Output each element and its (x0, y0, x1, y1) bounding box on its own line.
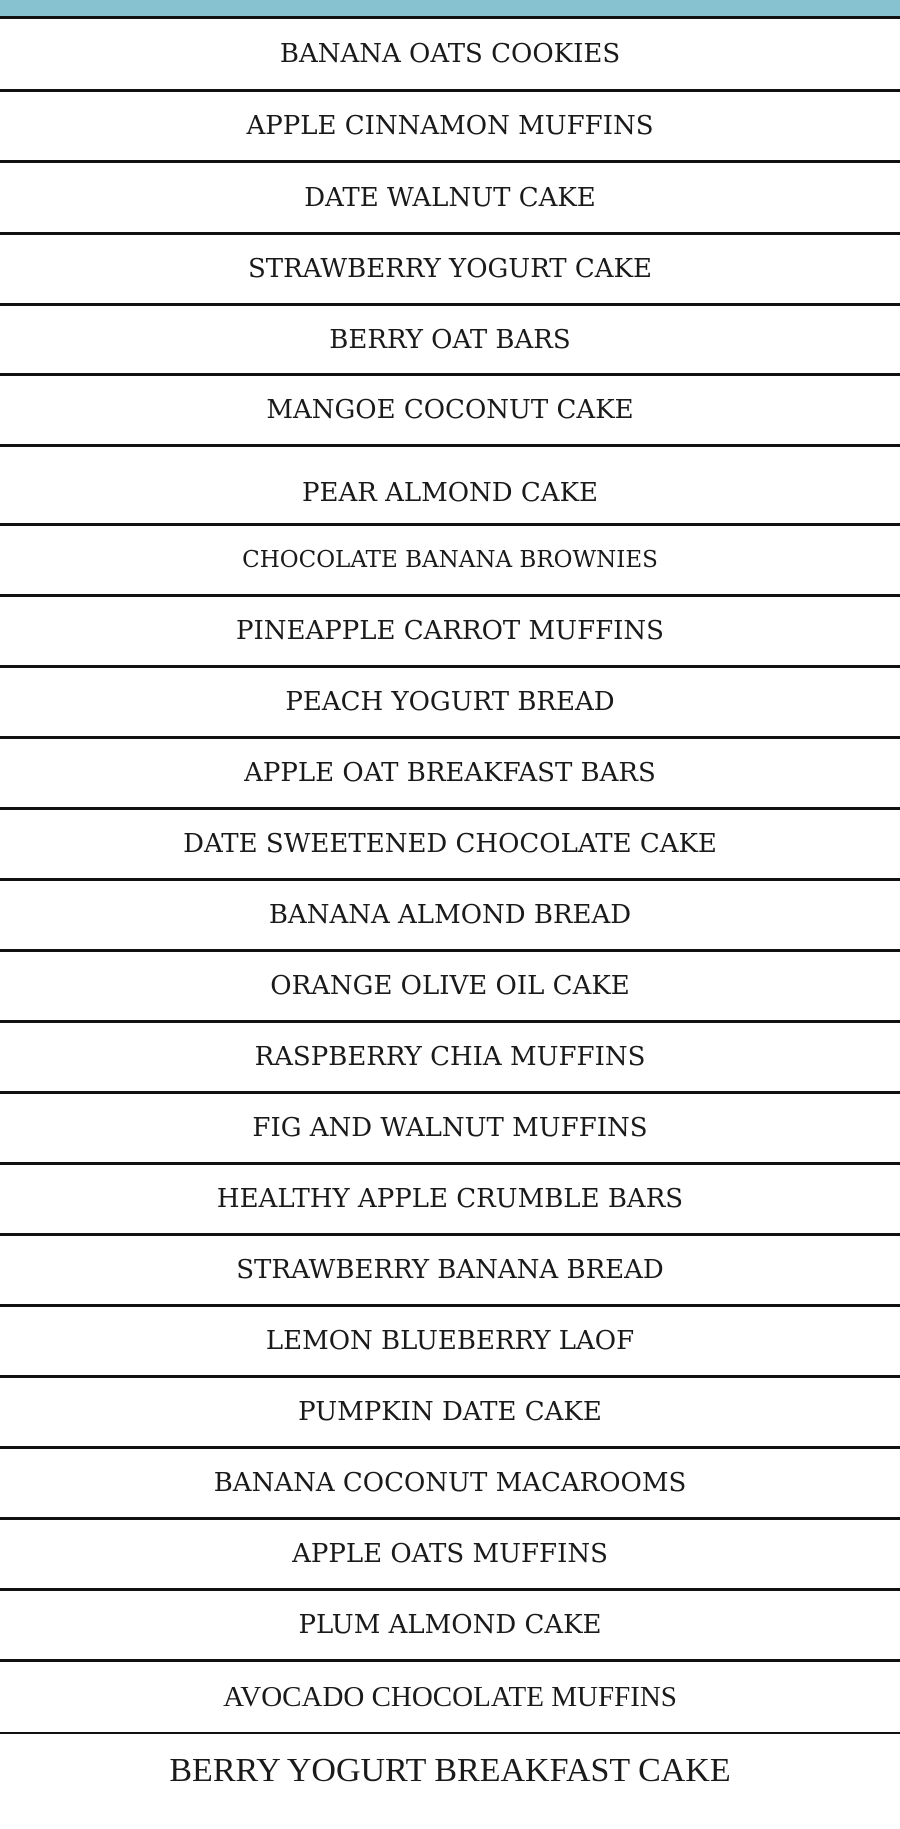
recipe-item-banana-coconut-macarooms[interactable]: BANANA COCONUT MACAROOMS (0, 1449, 900, 1520)
recipe-item-healthy-apple-crumble-bars[interactable]: HEALTHY APPLE CRUMBLE BARS (0, 1165, 900, 1236)
recipe-item-fig-and-walnut-muffins[interactable]: FIG AND WALNUT MUFFINS (0, 1094, 900, 1165)
recipe-item-raspberry-chia-muffins[interactable]: RASPBERRY CHIA MUFFINS (0, 1023, 900, 1094)
recipe-item-orange-olive-oil-cake[interactable]: ORANGE OLIVE OIL CAKE (0, 952, 900, 1023)
recipe-item-mangoe-coconut-cake[interactable]: MANGOE COCONUT CAKE (0, 376, 900, 447)
recipe-item-berry-yogurt-breakfast-cake[interactable]: BERRY YOGURT BREAKFAST CAKE (169, 1752, 731, 1789)
recipe-item-peach-yogurt-bread[interactable]: PEACH YOGURT BREAD (0, 668, 900, 739)
recipe-item-plum-almond-cake[interactable]: PLUM ALMOND CAKE (0, 1591, 900, 1662)
recipe-item-pear-almond-cake[interactable]: PEAR ALMOND CAKE (0, 447, 900, 526)
recipe-item-date-sweetened-chocolate-cake[interactable]: DATE SWEETENED CHOCOLATE CAKE (0, 810, 900, 881)
recipe-item-apple-cinnamon-muffins[interactable]: APPLE CINNAMON MUFFINS (0, 92, 900, 163)
recipe-item-pineapple-carrot-muffins[interactable]: PINEAPPLE CARROT MUFFINS (0, 597, 900, 668)
recipe-item-banana-almond-bread[interactable]: BANANA ALMOND BREAD (0, 881, 900, 952)
recipe-item-strawberry-yogurt-cake[interactable]: STRAWBERRY YOGURT CAKE (0, 235, 900, 306)
recipe-item-banana-oats-cookies[interactable]: BANANA OATS COOKIES (0, 19, 900, 92)
recipe-item-strawberry-banana-bread[interactable]: STRAWBERRY BANANA BREAD (0, 1236, 900, 1307)
recipe-item-pumpkin-date-cake[interactable]: PUMPKIN DATE CAKE (0, 1378, 900, 1449)
recipe-item-apple-oats-muffins[interactable]: APPLE OATS MUFFINS (0, 1520, 900, 1591)
recipe-item-lemon-blueberry-laof[interactable]: LEMON BLUEBERRY LAOF (0, 1307, 900, 1378)
recipe-item-berry-oat-bars[interactable]: BERRY OAT BARS (0, 306, 900, 376)
recipe-item-date-walnut-cake[interactable]: DATE WALNUT CAKE (0, 163, 900, 235)
recipe-item-apple-oat-breakfast-bars[interactable]: APPLE OAT BREAKFAST BARS (0, 739, 900, 810)
recipe-item-avocado-chocolate-muffins[interactable]: AVOCADO CHOCOLATE MUFFINS (0, 1662, 900, 1734)
recipe-item-chocolate-banana-brownies[interactable]: CHOCOLATE BANANA BROWNIES (0, 526, 900, 597)
